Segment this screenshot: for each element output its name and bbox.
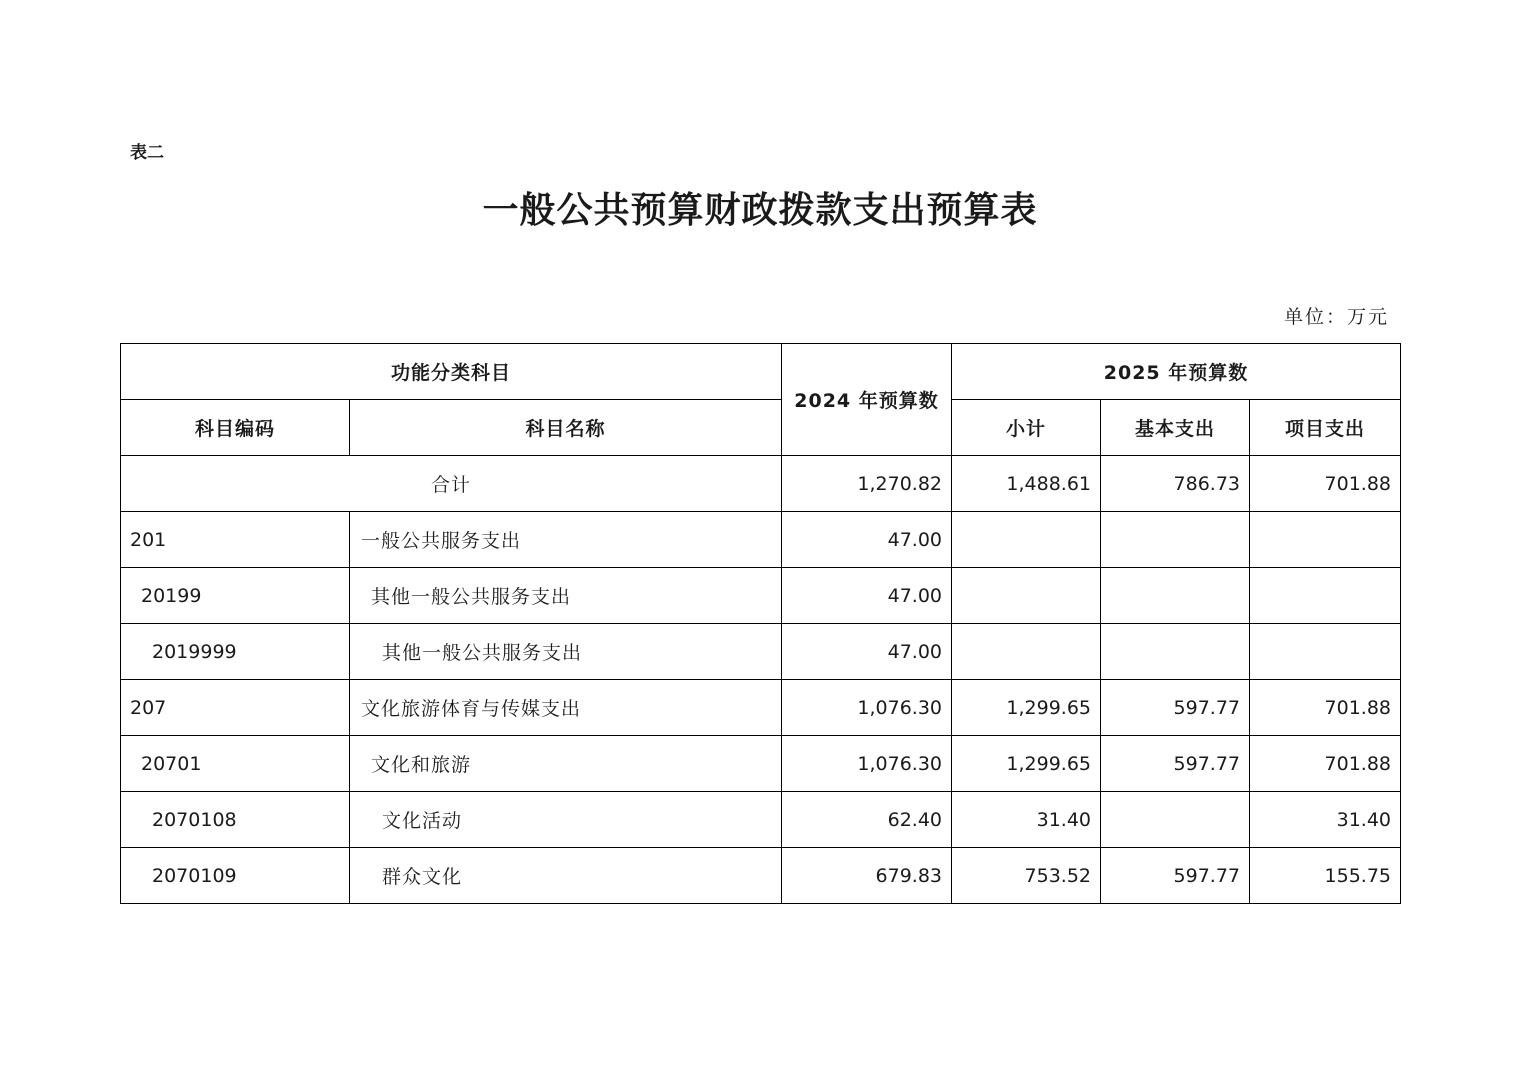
header-row-1 [121,344,1401,400]
header-function-category: 功能分类科目 [121,344,782,400]
cell-subtotal [952,512,1101,568]
table-row [121,624,1401,680]
table-row [121,848,1401,904]
cell-name: 其他一般公共服务支出 [350,568,782,624]
table-label: 表二 [130,143,164,163]
header-basic: 基本支出 [1101,400,1250,456]
header-project: 项目支出 [1250,400,1401,456]
cell-name: 文化和旅游 [350,736,782,792]
table-row [121,512,1401,568]
cell-subtotal: 31.40 [952,792,1101,848]
total-row [121,456,1401,512]
cell-project: 701.88 [1250,736,1401,792]
cell-basic: 597.77 [1101,736,1250,792]
header-code: 科目编码 [121,400,350,456]
cell-code: 2019999 [121,624,350,680]
cell-name: 一般公共服务支出 [350,512,782,568]
cell-name: 群众文化 [350,848,782,904]
cell-basic: 597.77 [1101,680,1250,736]
cell-project: 155.75 [1250,848,1401,904]
budget-table [120,343,1401,904]
document-title: 一般公共预算财政拨款支出预算表 [482,189,1038,231]
cell-project: 701.88 [1250,680,1401,736]
total-budget-2024: 1,270.82 [782,456,952,512]
table-row [121,792,1401,848]
cell-code: 2070108 [121,792,350,848]
total-project: 701.88 [1250,456,1401,512]
cell-project [1250,624,1401,680]
header-budget-2024: 2024 年预算数 [782,344,952,456]
cell-subtotal: 1,299.65 [952,736,1101,792]
cell-b2024: 679.83 [782,848,952,904]
unit-label: 单位：万元 [1283,306,1389,328]
cell-name: 文化活动 [350,792,782,848]
cell-project [1250,512,1401,568]
header-name: 科目名称 [350,400,782,456]
cell-b2024: 47.00 [782,512,952,568]
header-subtotal: 小计 [952,400,1101,456]
cell-code: 20199 [121,568,350,624]
cell-subtotal [952,624,1101,680]
table-row [121,736,1401,792]
header-row-2 [121,400,1401,456]
cell-subtotal [952,568,1101,624]
cell-subtotal: 1,299.65 [952,680,1101,736]
cell-name: 文化旅游体育与传媒支出 [350,680,782,736]
cell-code: 20701 [121,736,350,792]
cell-project: 31.40 [1250,792,1401,848]
cell-b2024: 62.40 [782,792,952,848]
cell-b2024: 1,076.30 [782,736,952,792]
header-budget-2025: 2025 年预算数 [952,344,1401,400]
cell-b2024: 47.00 [782,568,952,624]
cell-name: 其他一般公共服务支出 [350,624,782,680]
cell-code: 201 [121,512,350,568]
cell-basic [1101,568,1250,624]
cell-code: 2070109 [121,848,350,904]
cell-basic: 597.77 [1101,848,1250,904]
cell-basic [1101,624,1250,680]
cell-basic [1101,512,1250,568]
cell-b2024: 47.00 [782,624,952,680]
cell-b2024: 1,076.30 [782,680,952,736]
table-row [121,568,1401,624]
total-basic: 786.73 [1101,456,1250,512]
total-subtotal: 1,488.61 [952,456,1101,512]
cell-project [1250,568,1401,624]
cell-basic [1101,792,1250,848]
cell-code: 207 [121,680,350,736]
cell-subtotal: 753.52 [952,848,1101,904]
table-row [121,680,1401,736]
total-label: 合计 [121,456,782,512]
